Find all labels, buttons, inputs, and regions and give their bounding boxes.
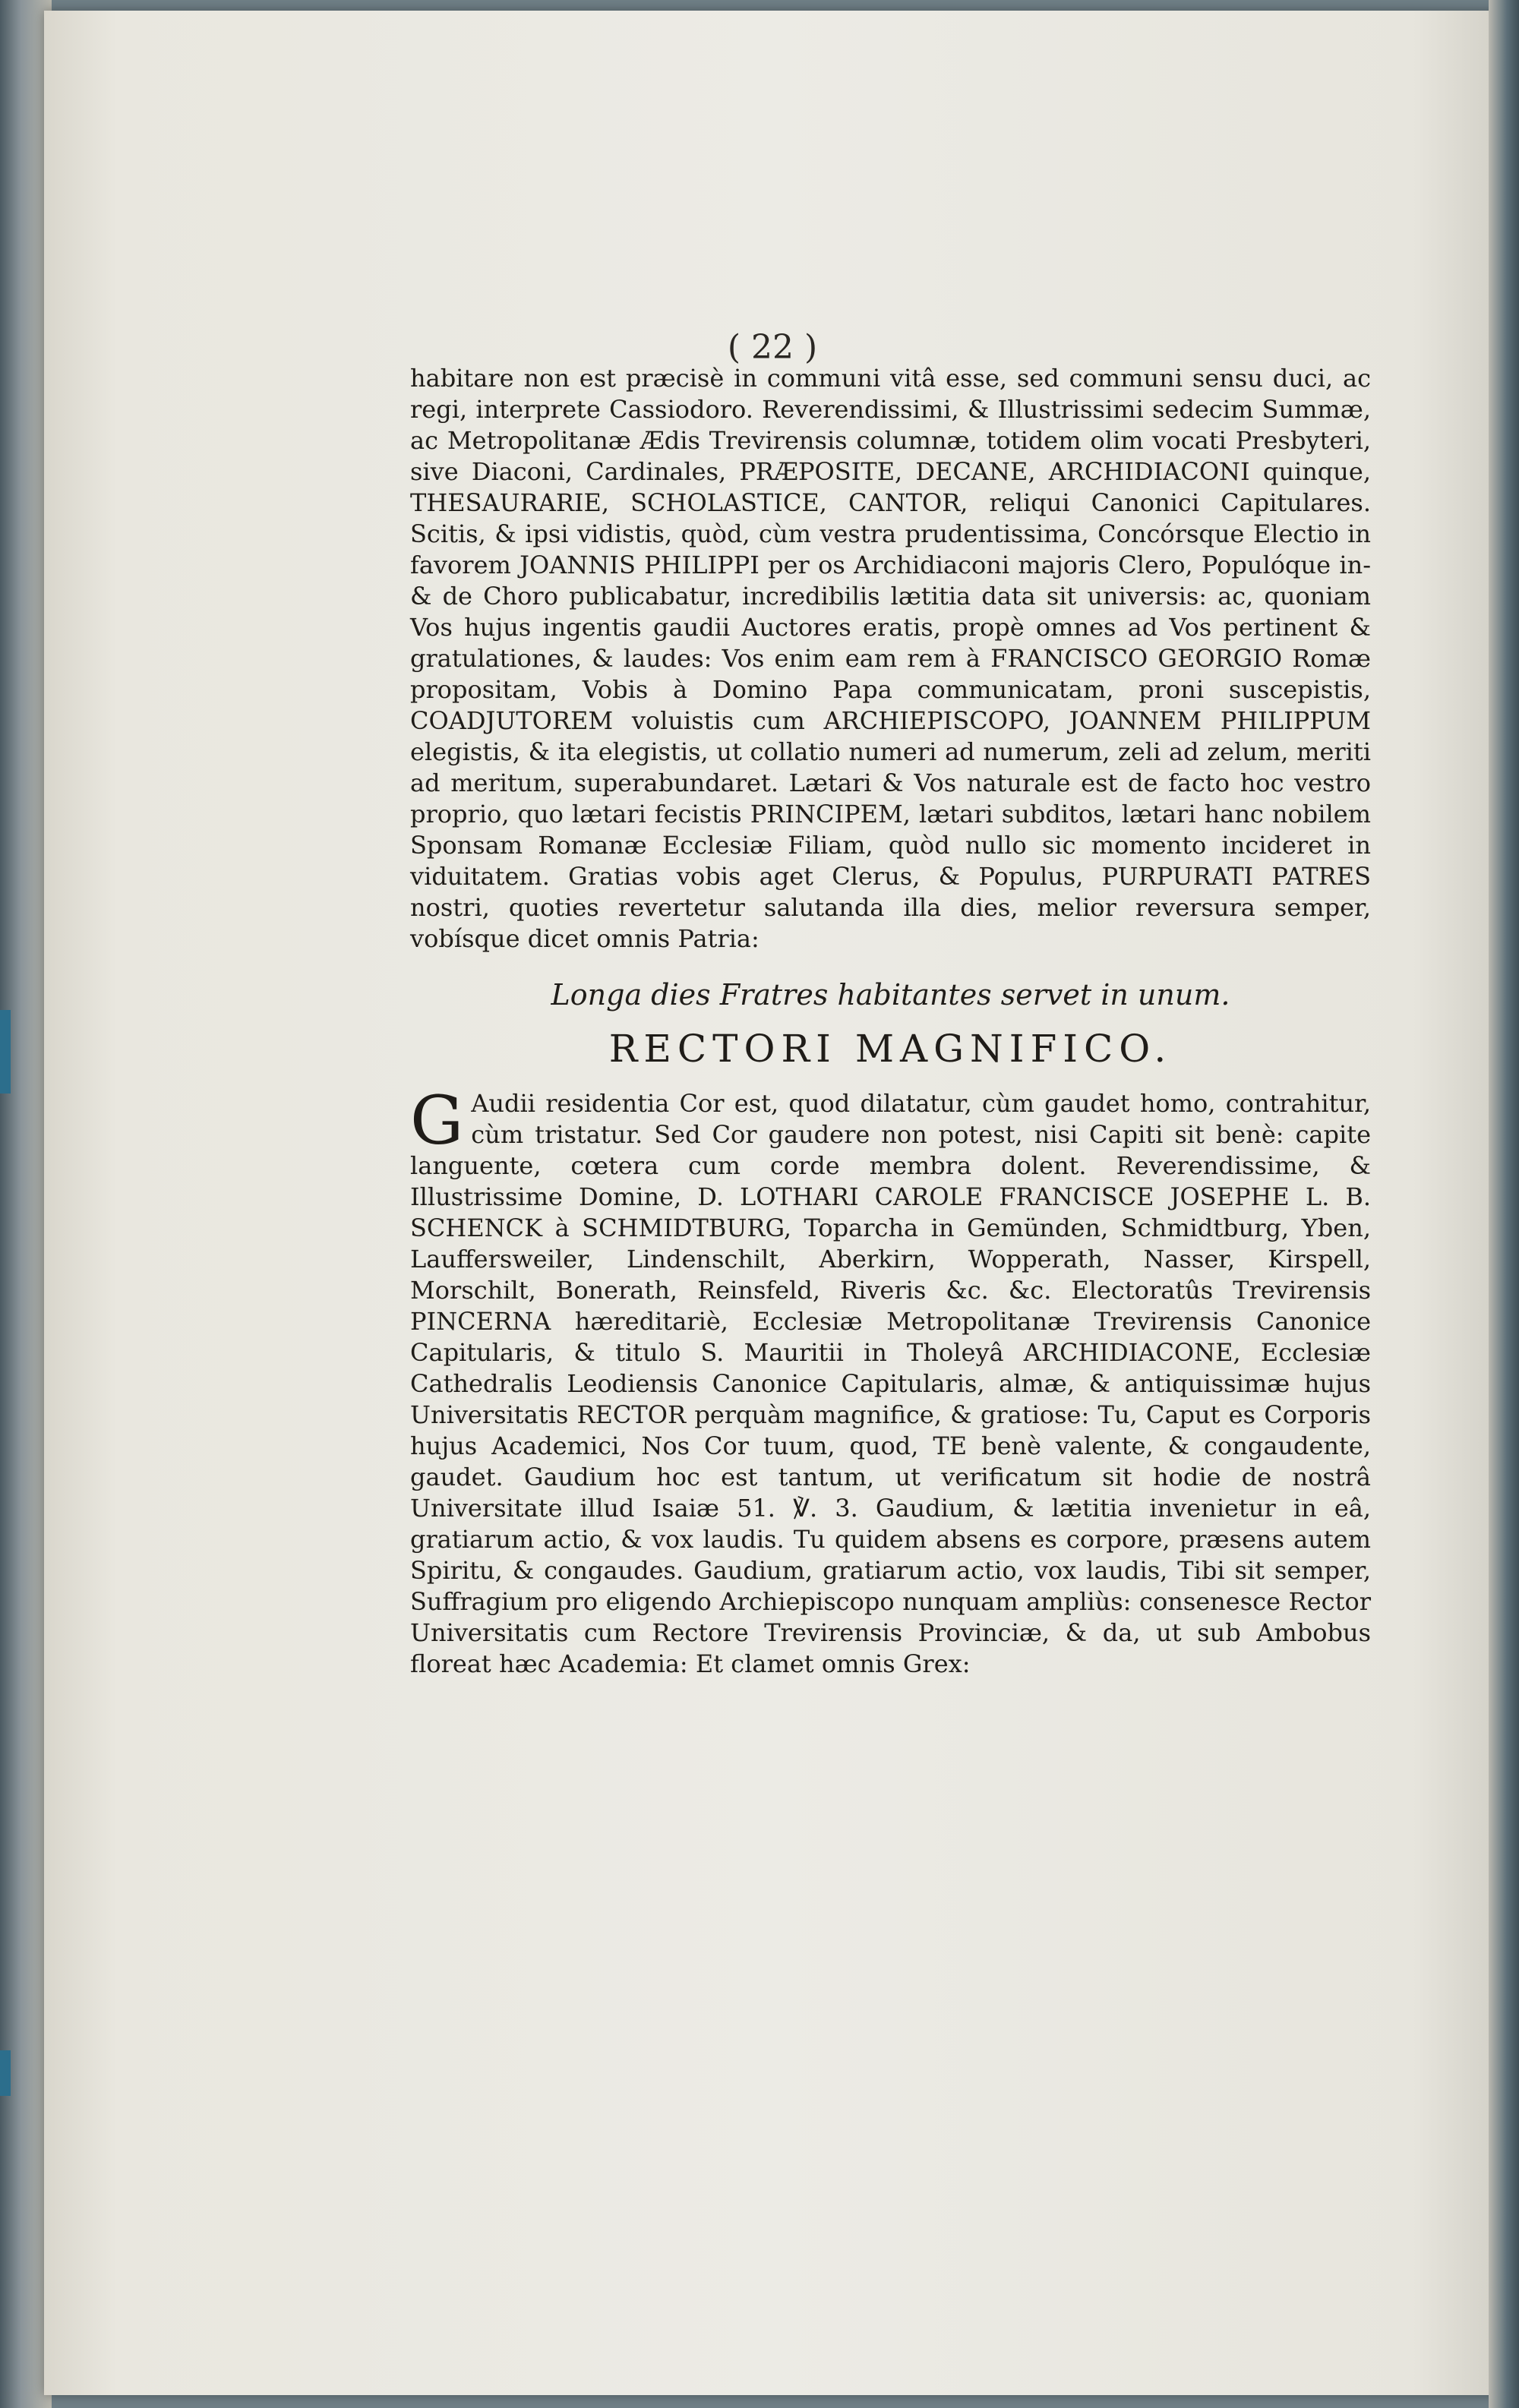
page-text bbox=[410, 363, 1371, 1680]
section-heading: RECTORI MAGNIFICO. bbox=[608, 1027, 1173, 1071]
paragraph-2-text: Audii residentia Cor est, quod dilatatur, cùm gaudet homo, contrahitur, cùm tristatur. Sed Cor gaudere non potest, nisi Capiti sit benè: capite languente, cœtera cum corde membra dolent. Reverendissime, & Illustrissime Domine, D. LOTHARI CAROLE FRANCISCE JOSEPHE L. B. SCHENCK à SCHMIDTBURG, Toparcha in Gemünden, Schmidtburg, Yben, Lauffersweiler, Lindenschilt, Aberkirn, Wopperath, Nasser, Kirspell, Morschilt, Bonerath, Reinsfeld, Riveris &c. &c. Electoratûs Trevirensis PINCERNA hæreditariè, Ecclesiæ Metropolitanæ Trevirensis Canonice Capitularis, & titulo S. Mauritii in Tholeyâ ARCHIDIACONE, Ecclesiæ Cathedralis Leodiensis Canonice Capitularis, almæ, & antiquissimæ hujus Universitatis RECTOR perquàm magnifice, & gratiose: Tu, Caput es Corporis hujus Academici, Nos Cor tuum, quod, TE benè valente, & congaudente, gaudet. Gaudium hoc est tantum, ut verificatum sit hodie de nostrâ Universitate illud Isaiæ 51. ℣. 3. Gaudium, & lætitia invenietur in eâ, gratiarum actio, & vox laudis. Tu quidem absens es corpore, præsens autem Spiritu, & congaudes. Gaudium, gratiarum actio, vox laudis, Tibi sit semper, Suffragium pro eligendo Archiepiscopo nunquam ampliùs: consenesce Rector Universitatis cum Rectore Trevirensis Provinciæ, & da, ut sub Ambobus floreat hæc Academia: Et clamet omnis Grex: bbox=[410, 1089, 1371, 1678]
page-number: ( 22 ) bbox=[727, 328, 818, 367]
paragraph-2 bbox=[410, 1081, 1371, 1680]
drop-cap: G bbox=[410, 1081, 464, 1160]
bookmark-tab bbox=[0, 2050, 11, 2096]
paragraph-1: habitare non est præcisè in communi vitâ esse, sed communi sensu duci, ac regi, interprete Cassiodoro. Reverendissimi, & Illustrissimi sedecim Summæ, ac Metropolitanæ Ædis Trevirensis columnæ, totidem olim vocati Presbyteri, sive Diaconi, Cardinales, PRÆPOSITE, DECANE, ARCHIDIACONI quinque, THESAURARIE, SCHOLASTICE, CANTOR, reliqui Canonici Capitulares. Scitis, & ipsi vidistis, quòd, cùm vestra prudentissima, Concórsque Electio in favorem JOANNIS PHILIPPI per os Archidiaconi majoris Clero, Populóque in- & de Choro publicabatur, incredibilis lætitia data sit universis: ac, quoniam Vos hujus ingentis gaudii Auctores eratis, propè omnes ad Vos pertinent & gratulationes, & laudes: Vos enim eam rem à FRANCISCO GEORGIO Romæ propositam, Vobis à Domino Papa communicatam, proni suscepistis, COADJUTOREM voluistis cum ARCHIEPISCOPO, JOANNEM PHILIPPUM elegistis, & ita elegistis, ut collatio numeri ad numerum, zeli ad zelum, meriti ad meritum, superabundaret. Lætari & Vos naturale est de facto hoc vestro proprio, quo lætari fecistis PRINCIPEM, lætari subditos, lætari hanc nobilem Sponsam Romanæ Ecclesiæ Filiam, quòd nullo sic momento incideret in viduitatem. Gratias vobis aget Clerus, & Populus, PURPURATI PATRES nostri, quoties revertetur salutanda illa dies, melior reversura semper, vobísque dicet omnis Patria: bbox=[410, 364, 1371, 953]
verse-line: Longa dies Fratres habitantes servet in unum. bbox=[551, 978, 1230, 1011]
bookmark-tab bbox=[0, 1010, 11, 1094]
facing-page-edge bbox=[1489, 0, 1519, 2408]
